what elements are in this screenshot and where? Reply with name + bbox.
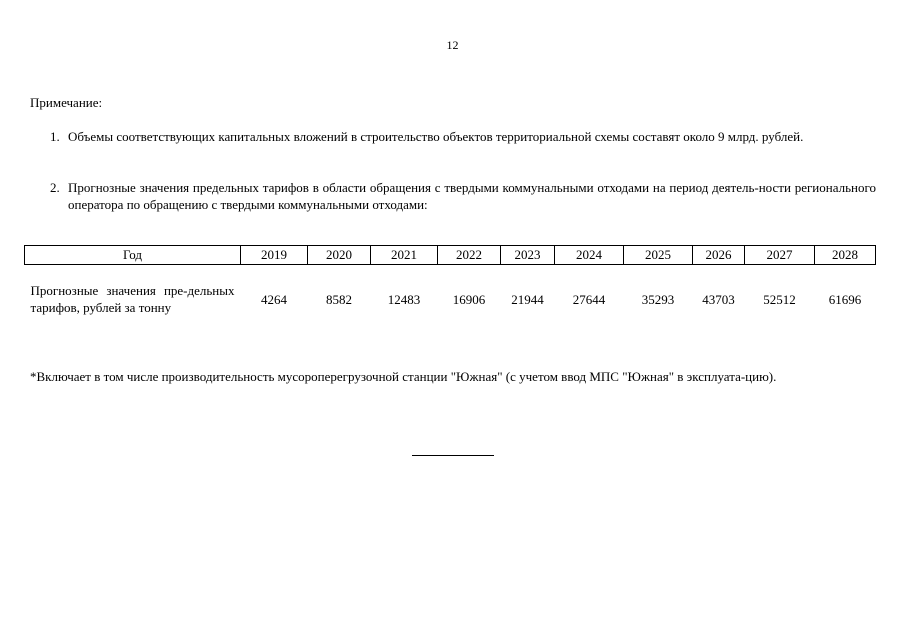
header-cell: 2023: [501, 246, 555, 265]
value-cell: 21944: [511, 292, 544, 307]
header-cell: 2025: [624, 246, 693, 265]
value-cell: 52512: [763, 292, 796, 307]
header-cell-year: Год: [25, 246, 241, 265]
note-title: Примечание:: [30, 95, 103, 110]
value-cell: 8582: [326, 292, 352, 307]
value-cell: 12483: [387, 292, 421, 307]
value-cell: 35293: [641, 292, 675, 307]
header-cell: 2027: [745, 246, 815, 265]
header-cell: 2028: [815, 246, 876, 265]
value-cell: 27644: [572, 292, 606, 307]
value-cell: 61696: [828, 292, 862, 307]
value-cell: 43703: [702, 292, 735, 307]
footnote: *Включает в том числе производительность мусороперегрузочной станции "Южная" (с учетом ввод МПС "Южная" в эксплуата-цию).: [30, 369, 777, 384]
header-cell: 2020: [308, 246, 371, 265]
note-item-1: [50, 128, 876, 145]
header-cell: 2019: [241, 246, 308, 265]
table-header-row: [25, 246, 876, 265]
header-cell: 2024: [555, 246, 624, 265]
table-row: [25, 265, 876, 317]
tariff-table: [24, 245, 876, 316]
header-cell: 2026: [693, 246, 745, 265]
row-label-cell: Прогнозные значения пре-дельных тарифов, рублей за тонну: [30, 283, 235, 315]
header-cell: 2022: [438, 246, 501, 265]
note-item-text: Объемы соответствующих капитальных вложений в строительство объектов территориальной схемы составят около 9 млрд. рублей.: [68, 129, 804, 144]
value-cell: 4264: [261, 292, 287, 307]
note-item-number: 1.: [50, 129, 60, 144]
note-item-text: Прогнозные значения предельных тарифов в области обращения с твердыми коммунальными отходами на период деятель-ности регионального оператора по обращению с твердыми коммунальными отходами:: [68, 180, 876, 212]
note-item-number: 2.: [50, 180, 60, 195]
header-cell: 2021: [371, 246, 438, 265]
page-number: 12: [446, 38, 459, 52]
note-item-2: [50, 179, 876, 213]
value-cell: 16906: [452, 292, 486, 307]
end-divider: [412, 455, 494, 456]
